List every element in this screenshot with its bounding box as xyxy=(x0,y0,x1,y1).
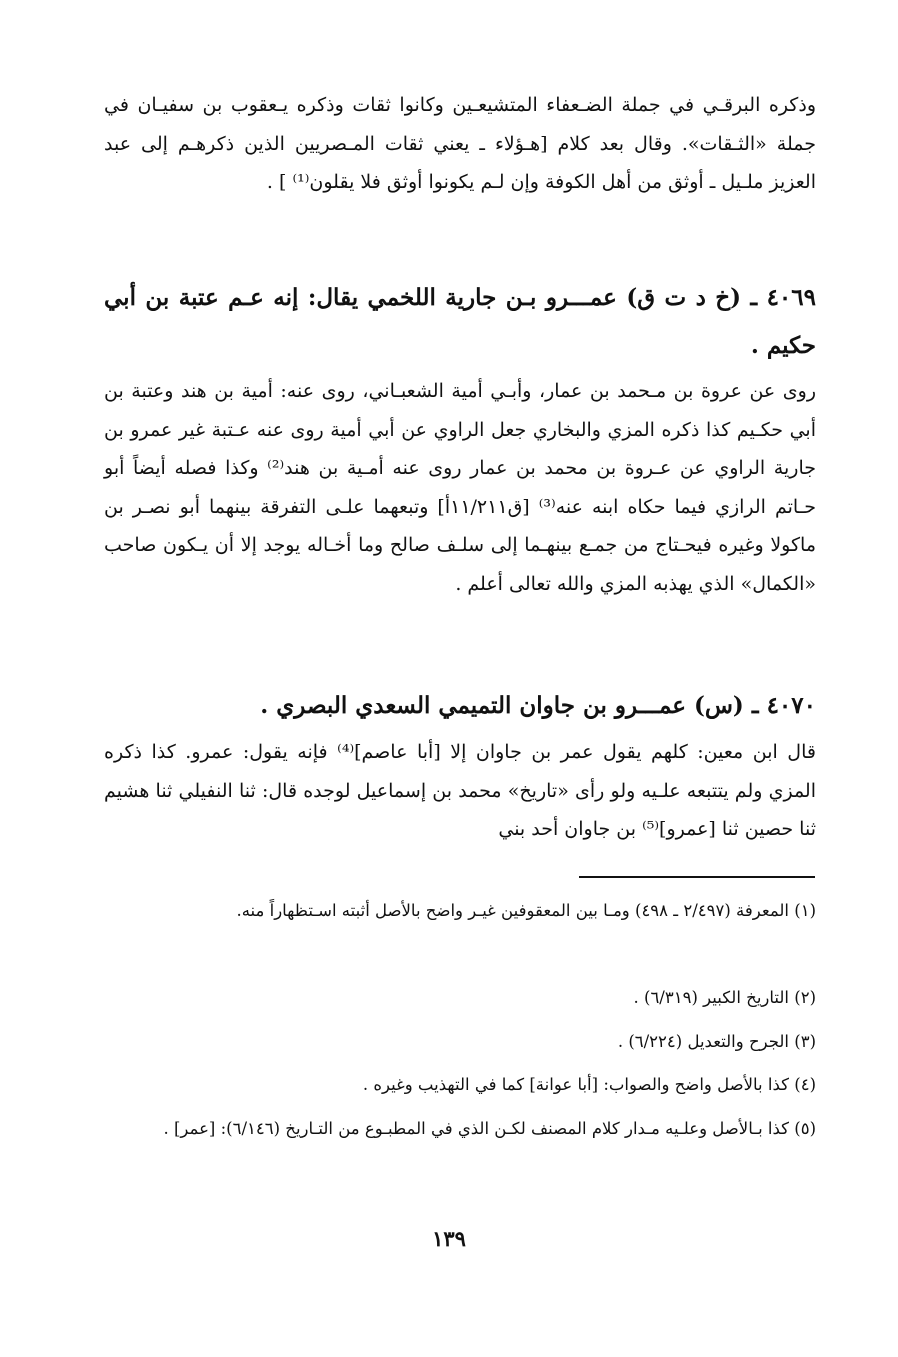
entry-body-4069: روى عن عروة بن مـحمد بن عمار، وأبـي أمية الشعبـاني، روى عنه: أمية بن هند وعتبة بن أبي حكـيم كذا ذكره المزي والبخاري جعل الراوي عن أبي أمية روى عنه عـتبة غير عمرو بن جارية الراوي عن عـروة بن محمد بن عمار روى عنه أمـية بن هند⁽²⁾ وكذا فصله أيضاً أبو حـاتم الرازي فيما حكاه ابنه عنه⁽³⁾ [ق١١/٢١١أ] وتبعهما علـى التفرقة بينهما أبو نصـر بن ماكولا وغيره فيحـتاج من جمـع بينهـما إلى سلـف صالح وما أخـاله يوجد إلا أن يـكون صاحب «الكمال» الذي يهذبه المزي والله تعالى أعلم . xyxy=(104,380,816,595)
footnote-divider xyxy=(579,876,815,878)
footnote-3: (٣) الجرح والتعديل (٦/٢٢٤) . xyxy=(617,1032,816,1051)
entry-body-4070: قال ابن معين: كلهم يقول عمر بن جاوان إلا [أبا عاصم]⁽⁴⁾ فإنه يقول: عمرو. كذا ذكره المزي ولم يتتبعه علـيه ولو رأى «تاريخ» محمد بن إسماعيل لوجده قال: ثنا النفيلي ثنا هشيم ثنا حصين ثنا [عمرو]⁽⁵⁾ بن جاوان أحد بني xyxy=(104,741,816,840)
page-number: ١٣٩ xyxy=(432,1226,466,1251)
paragraph-continuation: وذكره البرقـي في جملة الضـعفاء المتشيعـين وكانوا ثقات وذكره يـعقوب بن سفيـان في جملة «الثـقات». وقال بعد كلام [هـؤلاء ـ يعني ثقات المـصريين الذين ذكرهـم إلى عبد العزيز ملـيل ـ أوثق من أهل الكوفة وإن لـم يكونوا أوثق فلا يقلون⁽¹⁾ ] . xyxy=(104,94,816,193)
entry-heading-4070: ٤٠٧٠ ـ (س) عمـــرو بن جاوان التميمي السعدي البصري . xyxy=(260,692,816,719)
footnote-5: (٥) كذا بـالأصل وعلـيه مـدار كلام المصنف لكـن الذي في المطبـوع من التـاريخ (٦/١٤٦): [عمر] . xyxy=(163,1119,816,1138)
footnote-1: (١) المعرفة (٢/٤٩٧ ـ ٤٩٨) ومـا بين المعقوفين غيـر واضح بالأصل أثبته اسـتظهاراً منه. xyxy=(236,901,816,920)
footnote-2: (٢) التاريخ الكبير (٦/٣١٩) . xyxy=(633,988,816,1007)
entry-heading-4069: ٤٠٦٩ ـ (خ د ت ق) عمـــرو بـن جارية اللخمي يقال: إنه عـم عتبة بن أبي حكيم . xyxy=(104,284,816,359)
footnote-4: (٤) كذا بالأصل واضح والصواب: [أبا عوانة] كما في التهذيب وغيره . xyxy=(362,1075,816,1094)
